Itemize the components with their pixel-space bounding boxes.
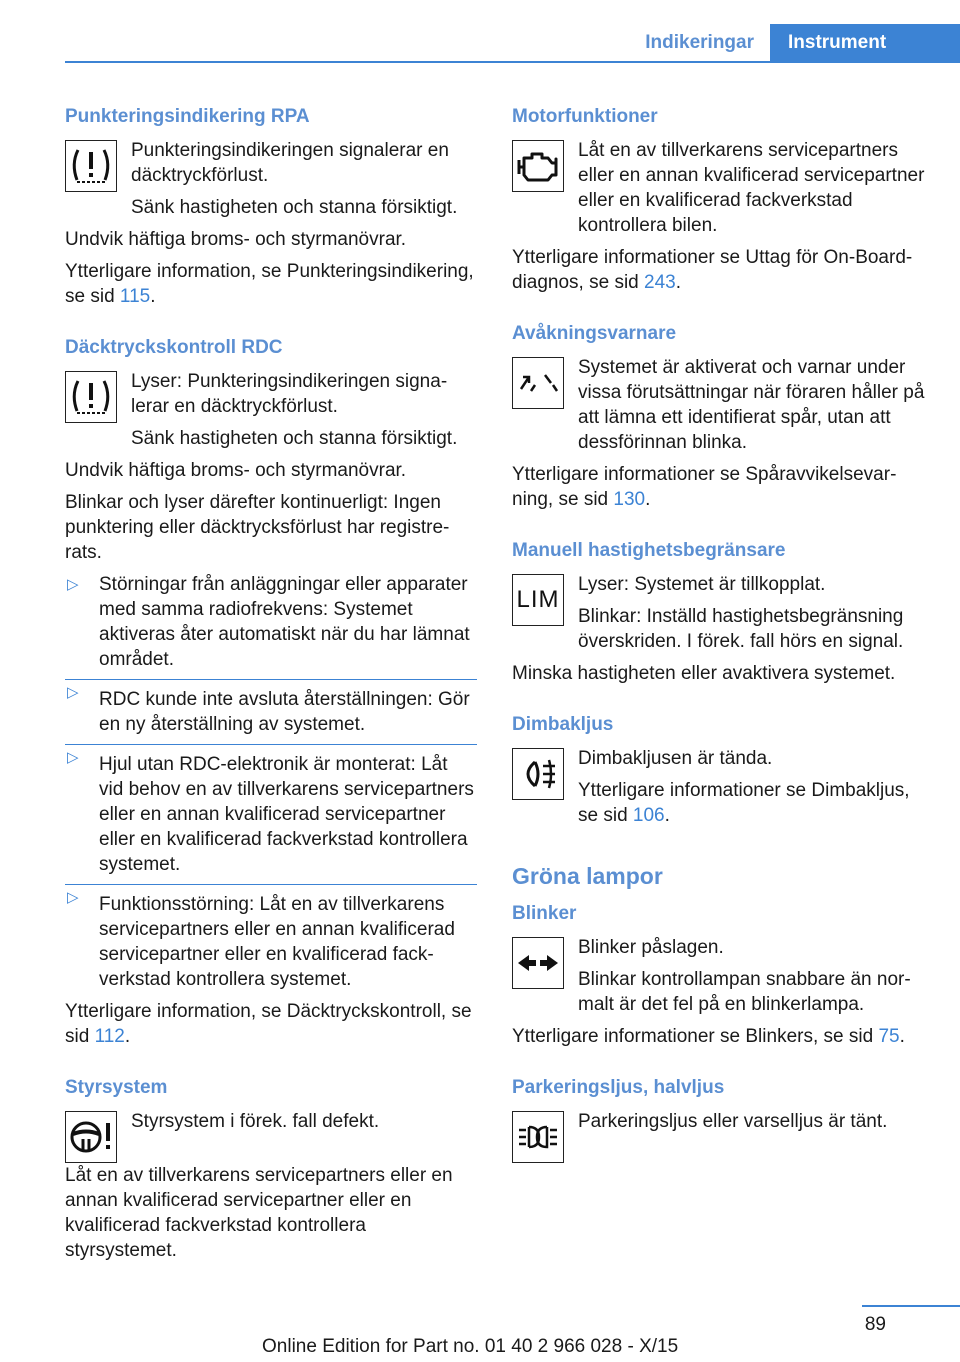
- rdc-text-3: Undvik häftiga broms- och styrmanövrar.: [65, 460, 407, 481]
- section-title: Avåkningsvarnare: [512, 323, 677, 344]
- rpa-more: Ytterligare information, se Punkteringsindikering, se sid 115.: [65, 261, 474, 307]
- triangle-bullet-icon: ▷: [67, 576, 79, 593]
- page-link[interactable]: 130: [613, 489, 646, 510]
- rear-fog-light-icon: [512, 748, 564, 800]
- wake-more: Ytterligare informationer se Spåravvikelsevarning, se sid 130.: [512, 464, 897, 510]
- rpa-text-1: Punkteringsindikeringen signalerar en däcktryckförlust.: [131, 140, 449, 186]
- wake-text-1: Systemet är aktiverat och varnar under vissa förutsättningar när föraren håller på att lämna ett identifierat spår, utan att dessförinnan blinka.: [578, 357, 925, 453]
- section-dipped: [512, 712, 930, 835]
- section-blinker: [512, 901, 930, 1049]
- list-item: ▷ Hjul utan RDC-elektronik är monterat: Låt vid behov en av tillverkarens servicepartners eller en annan kvalificerad servicepartner eller en kvalificerad fackverkstad kontrollera systemet.: [65, 744, 477, 877]
- parking-light-icon: [512, 1111, 564, 1163]
- tab-instrument[interactable]: Instrument: [770, 24, 960, 62]
- section-title: Dimbakljus: [512, 714, 614, 735]
- engine-more: Ytterligare informationer se Uttag för On-Board-diagnos, se sid 243.: [512, 247, 913, 293]
- speed-limiter-icon: [512, 574, 564, 626]
- rdc-text-1: Lyser: Punkteringsindikeringen signalerar en däcktryckförlust.: [131, 371, 448, 417]
- tire-pressure-warning-icon: [65, 140, 117, 192]
- edition-line: Online Edition for Part no. 01 40 2 966 028 - X/15: [262, 1336, 679, 1357]
- section-title: Motorfunktioner: [512, 106, 658, 127]
- section-title: Styrsystem: [65, 1077, 168, 1098]
- section-steering: [65, 1075, 477, 1263]
- parking-text-1: Parkeringsljus eller varselljus är tänt.: [578, 1111, 888, 1132]
- header-tabs: [629, 24, 960, 62]
- rpa-text-3: Undvik häftiga broms- och styrmanövrar.: [65, 229, 407, 250]
- tire-pressure-warning-icon: [65, 371, 117, 423]
- section-rdc: [65, 335, 477, 1049]
- green-lamps-heading: Gröna lampor: [512, 863, 663, 889]
- triangle-bullet-icon: ▷: [67, 889, 79, 906]
- page-number: 89: [864, 1314, 886, 1335]
- dipped-text-1: Dimbakljusen är tända.: [578, 748, 773, 769]
- list-item: ▷ Funktionsstörning: Låt en av tillverkarens servicepartners eller en annan kvalificerad servicepartner eller en kvalificerad fackverkstad kontrollera systemet.: [65, 884, 477, 992]
- section-title: Däcktryckskontroll RDC: [65, 337, 283, 358]
- turn-signal-icon: [512, 937, 564, 989]
- blinker-text-1: Blinker påslagen.: [578, 937, 724, 958]
- page-link[interactable]: 115: [119, 286, 151, 307]
- section-title: Punkteringsindikering RPA: [65, 106, 310, 127]
- right-column: [512, 104, 930, 1189]
- section-title: Manuell hastighetsbegränsare: [512, 540, 786, 561]
- tab-indikeringar[interactable]: Indikeringar: [645, 32, 754, 53]
- rdc-text-4: Blinkar och lyser därefter kontinuerligt: Ingen punktering eller däcktrycksförlust har registrerats.: [65, 492, 450, 563]
- rpa-text-2: Sänk hastigheten och stanna försiktigt.: [131, 197, 458, 218]
- page-link[interactable]: 75: [878, 1026, 900, 1047]
- triangle-bullet-icon: ▷: [67, 749, 79, 766]
- blinker-more: Ytterligare informationer se Blinkers, se sid 75.: [512, 1026, 905, 1047]
- rdc-text-2: Sänk hastigheten och stanna försiktigt.: [131, 428, 458, 449]
- header-rule: [65, 61, 960, 63]
- dipped-more: Ytterligare informationer se Dimbakljus, se sid 106.: [578, 780, 910, 826]
- section-engine: [512, 104, 930, 295]
- engine-icon: [512, 140, 564, 192]
- lane-departure-icon: [512, 357, 564, 409]
- engine-text-1: Låt en av tillverkarens servicepartners eller en annan kvalificerad servicepartner eller en kvalificerad fackverkstad kontrollera bilen.: [578, 140, 925, 236]
- section-wake: [512, 321, 930, 512]
- section-title: Blinker: [512, 903, 577, 924]
- lim-text-1: Lyser: Systemet är tillkopplat.: [578, 574, 826, 595]
- lim-text-2: Blinkar: Inställd hastighetsbegränsning överskriden. I förek. fall hörs en signal.: [578, 606, 904, 652]
- footer-rule: [862, 1305, 960, 1307]
- list-item: ▷ Störningar från anläggningar eller apparater med samma radiofrekvens: Systemet aktiveras åter automatiskt när du har lämnat området.: [67, 574, 470, 670]
- section-parking: [512, 1075, 930, 1163]
- steering-wheel-warning-icon: [65, 1111, 117, 1163]
- page-link[interactable]: 106: [632, 805, 665, 826]
- list-item: ▷ RDC kunde inte avsluta återställningen: Gör en ny återställning av systemet.: [65, 679, 477, 737]
- page-link[interactable]: 243: [644, 272, 676, 293]
- steering-text-1: Styrsystem i förek. fall defekt.: [131, 1111, 380, 1132]
- page-link[interactable]: 112: [94, 1026, 125, 1047]
- section-title: Parkeringsljus, halvljus: [512, 1077, 725, 1098]
- triangle-bullet-icon: ▷: [67, 684, 79, 701]
- blinker-text-2: Blinkar kontrollampan snabbare än normalt är det fel på en blinkerlampa.: [578, 969, 911, 1015]
- left-column: [65, 104, 477, 1289]
- section-lim: [512, 538, 930, 686]
- rdc-bullet-list: [65, 572, 477, 992]
- lim-icon-text: LIM: [516, 586, 560, 613]
- lim-text-3: Minska hastigheten eller avaktivera systemet.: [512, 663, 896, 684]
- steering-text-2: Låt en av tillverkarens servicepartners eller en annan kvalificerad servicepartner eller en kvalificerad fackverkstad kontrollera styrsystemet.: [65, 1165, 453, 1261]
- section-rpa: [65, 104, 477, 309]
- rdc-more: Ytterligare information, se Däcktryckskontroll, se sid 112.: [65, 1001, 472, 1047]
